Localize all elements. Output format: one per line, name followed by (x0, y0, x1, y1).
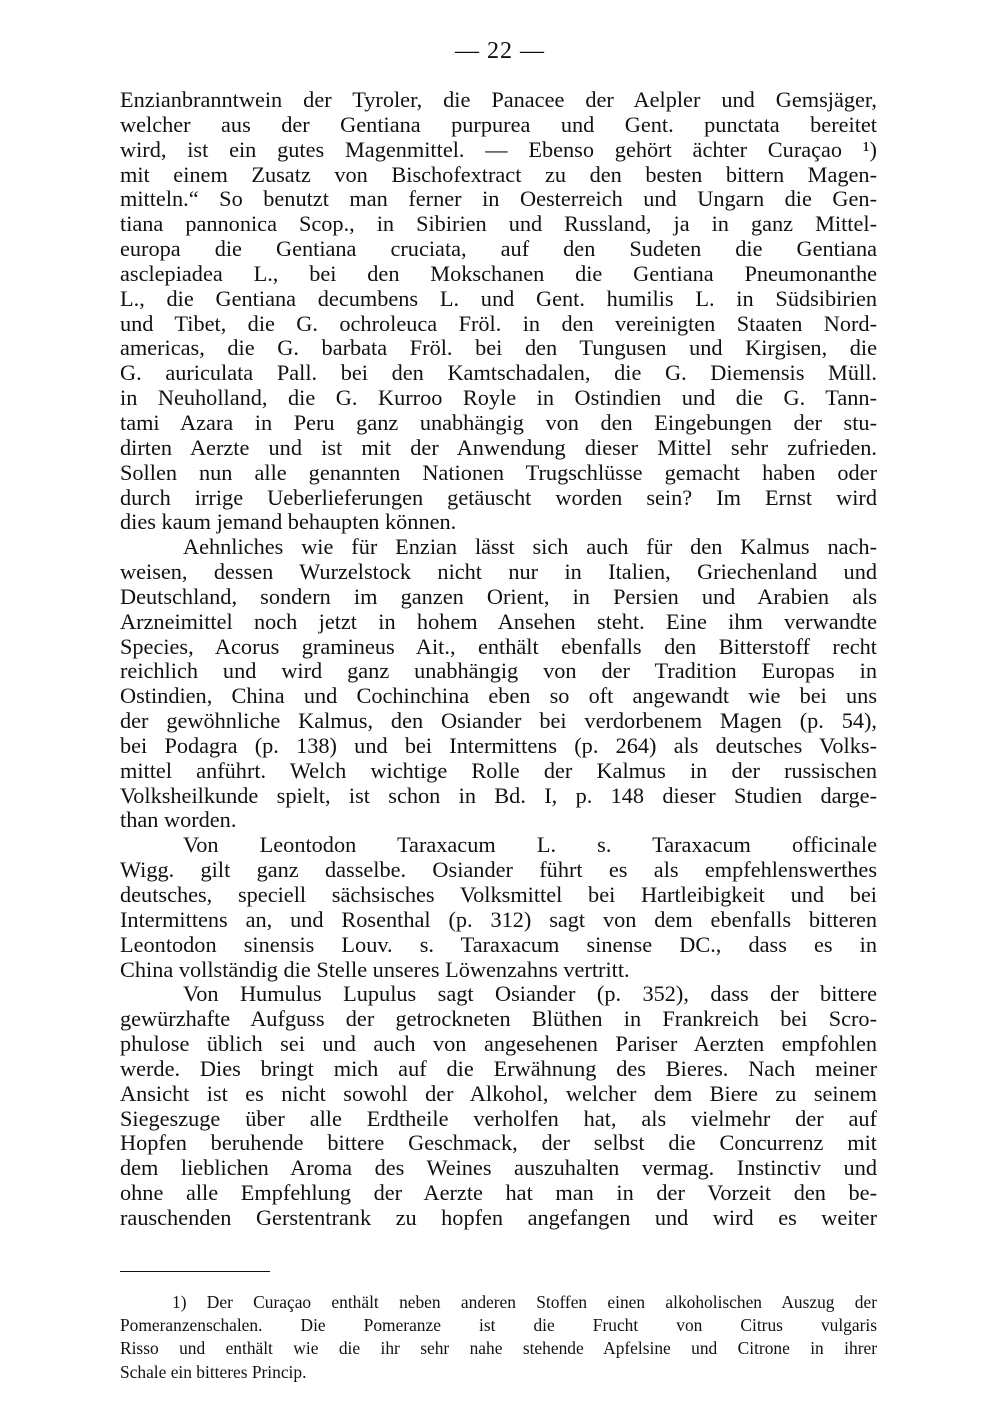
footnote-line: Schale ein bitteres Princip. (120, 1361, 307, 1382)
body-text (120, 88, 877, 1231)
text-line: americas, die G. barbata Fröl. bei den Tungusen und Kirgisen, die (120, 335, 877, 361)
page-number: — 22 — (455, 38, 545, 64)
text-line: L., die Gentiana decumbens L. und Gent. humilis L. in Südsibirien (120, 285, 877, 311)
text-line: dies kaum jemand behaupten können. (120, 509, 457, 535)
text-line: Species, Acorus gramineus Ait., enthält ebenfalls den Bitterstoff recht (120, 633, 877, 659)
text-line: welcher aus der Gentiana purpurea und Gent. punctata bereitet (120, 111, 877, 137)
text-line: europa die Gentiana cruciata, auf den Sudeten die Gentiana (120, 236, 877, 262)
text-line: deutsches, speciell sächsisches Volksmittel bei Hartleibigkeit und bei (120, 882, 877, 907)
text-line: Leontodon sinensis Louv. s. Taraxacum sinense DC., dass es in (120, 931, 877, 957)
text-line: Wigg. gilt ganz dasselbe. Osiander führt es als empfehlenswerthes (120, 857, 877, 883)
text-line: reichlich und wird ganz unabhängig von der Tradition Europas in (120, 658, 877, 684)
text-line: in Neuholland, die G. Kurroo Royle in Ostindien und die G. Tann- (120, 385, 877, 411)
text-line: werde. Dies bringt mich auf die Erwähnung des Bieres. Nach meiner (120, 1055, 877, 1081)
footnote-line: 1) Der Curaçao enthält neben anderen Stoffen einen alkoholischen Auszug der (172, 1292, 877, 1312)
text-line: phulose üblich sei und auch von angesehenen Pariser Aerzten empfohlen (120, 1031, 877, 1057)
text-line: than worden. (120, 807, 237, 833)
text-line: asclepiadea L., bei den Mokschanen die Gentiana Pneumonanthe (120, 260, 877, 286)
text-line: Aehnliches wie für Enzian lässt sich auch für den Kalmus nach- (183, 534, 877, 560)
text-line: Ansicht ist es nicht sowohl der Alkohol, welcher dem Biere zu seinem (120, 1080, 877, 1106)
text-line: weisen, dessen Wurzelstock nicht nur in Italien, Griechenland und (120, 559, 877, 585)
footnote-line: Risso und enthält wie die ihr sehr nahe stehende Apfelsine und Citrone in ihrer (120, 1338, 877, 1359)
text-line: rauschenden Gerstentrank zu hopfen angefangen und wird es weiter (120, 1204, 877, 1230)
text-line: mit einem Zusatz von Bischofextract zu den besten bittern Magen- (120, 161, 877, 187)
text-line: G. auriculata Pall. bei den Kamtschadalen, die G. Diemensis Müll. (120, 360, 877, 386)
text-line: Von Leontodon Taraxacum L. s. Taraxacum officinale (183, 832, 877, 858)
footnotes (120, 1291, 877, 1384)
text-line: Sollen nun alle genannten Nationen Trugschlüsse gemacht haben oder (120, 459, 877, 485)
text-line: bei Podagra (p. 138) und bei Intermittens (p. 264) als deutsches Volks- (120, 732, 877, 758)
text-line: gewürzhafte Aufguss der getrockneten Blüthen in Frankreich bei Scro- (120, 1006, 877, 1032)
text-line: der gewöhnliche Kalmus, den Osiander bei verdorbenem Magen (p. 54), (120, 708, 877, 734)
text-line: Hopfen beruhende bittere Geschmack, der selbst die Concurrenz mit (120, 1130, 877, 1156)
text-line: durch irrige Ueberlieferungen getäuscht worden sein? Im Ernst wird (120, 484, 877, 510)
text-line: und Tibet, die G. ochroleuca Fröl. in den vereinigten Staaten Nord- (120, 310, 877, 336)
text-line: Deutschland, sondern im ganzen Orient, in Persien und Arabien als (120, 583, 877, 609)
text-line: Von Humulus Lupulus sagt Osiander (p. 352), dass der bittere (183, 981, 877, 1007)
footnote-line: Pomeranzenschalen. Die Pomeranze ist die Frucht von Citrus vulgaris (120, 1315, 877, 1336)
text-line: Siegeszuge über alle Erdtheile verholfen hat, als vielmehr der auf (120, 1105, 877, 1131)
text-line: Intermittens an, und Rosenthal (p. 312) sagt von dem ebenfalls bitteren (120, 906, 877, 932)
text-line: Enzianbranntwein der Tyroler, die Panacee der Aelpler und Gemsjäger, (120, 87, 877, 112)
text-line: tiana pannonica Scop., in Sibirien und Russland, ja in ganz Mittel- (120, 211, 877, 237)
text-line: dem lieblichen Aroma des Weines auszuhalten vermag. Instinctiv und (120, 1155, 877, 1181)
text-line: ohne alle Empfehlung der Aerzte hat man in der Vorzeit den be- (120, 1180, 877, 1206)
text-line: mittel anführt. Welch wichtige Rolle der Kalmus in der russischen (120, 757, 877, 783)
text-line: dirten Aerzte und ist mit der Anwendung dieser Mittel sehr zufrieden. (120, 434, 877, 460)
text-line: Ostindien, China und Cochinchina eben so oft angewandt wie bei uns (120, 683, 877, 709)
footnote-rule (120, 1271, 270, 1272)
text-line: Volksheilkunde spielt, ist schon in Bd. I, p. 148 dieser Studien darge- (120, 782, 877, 808)
text-line: wird, ist ein gutes Magenmittel. — Ebenso gehört ächter Curaçao ¹) (120, 136, 877, 162)
text-line: mitteln.“ So benutzt man ferner in Oesterreich und Ungarn die Gen- (120, 186, 877, 212)
text-line: China vollständig die Stelle unseres Löwenzahns vertritt. (120, 956, 630, 982)
text-line: tami Azara in Peru ganz unabhängig von den Eingebungen der stu- (120, 409, 877, 435)
text-line: Arzneimittel noch jetzt in hohem Ansehen steht. Eine ihm verwandte (120, 608, 877, 634)
